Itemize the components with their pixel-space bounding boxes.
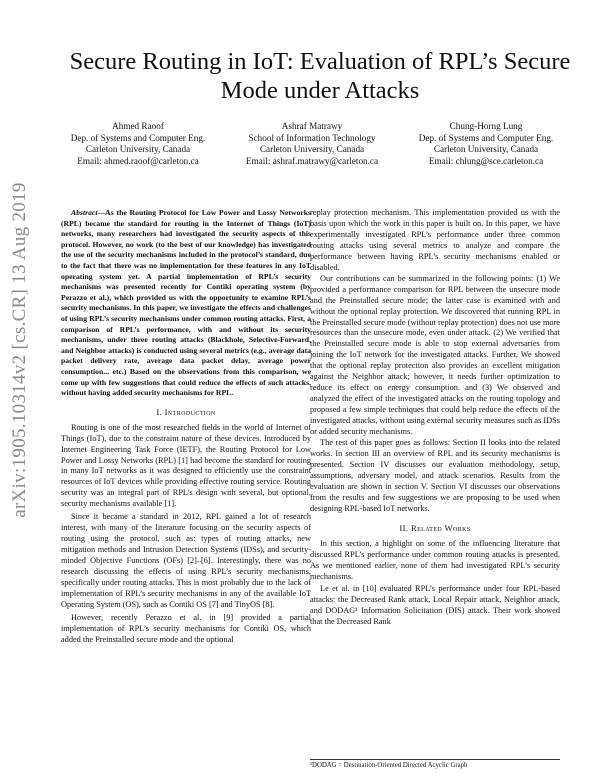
author-affiliation: Carleton University, Canada [259, 144, 365, 155]
author-email: Email: ahmed.raoof@carleton.ca [77, 155, 199, 166]
author-name: Ashraf Matrawy [281, 121, 343, 131]
footnote: ¹DODAG = Destination-Oriented Directed Acyclic Graph [310, 759, 560, 770]
related-paragraph-2: Le et al. in [10] evaluated RPL’s performance under four RPL-based attacks: the Decreased Rank attack, Local Repair attack, Neighbor attack, and DODAG¹ Information Solicitation (DIS) attack. Their work showed that the Decreased Rank [310, 584, 560, 627]
section-heading-introduction: I. Introduction [156, 406, 216, 417]
right-paragraph-0: replay protection mechanism. This implementation provided us with the basis upon which the work in this paper is built on. In this paper, we have experimentally investigated RPL’s performance under three common routing attacks using several metrics to analyze and compare the performance between having RPL’s security mechanisms enabled or disabled. [310, 208, 560, 272]
paper-title: Secure Routing in IoT: Evaluation of RPL’s Secure Mode under Attacks [69, 48, 571, 104]
author-name: Ahmed Raoof [112, 121, 164, 131]
author-block [52, 121, 572, 167]
author-affiliation: Carleton University, Canada [85, 144, 191, 155]
intro-paragraph-1: Routing is one of the most researched fields in the world of Internet of Things (IoT), due to the constraint nature of these devices. Introduced by Internet Engineering Task Force (IETF), the Routing Protocol for Low Power and Lossy Networks (RPL) [1] had become the standard for routing in many IoT networks as it was designed to efficiently use the constraint resources of IoT devices while providing effective routing service. Routing security was an integral part of RPL’s design with several, but optional, security mechanisms available [1]. [61, 422, 311, 509]
author-1 [52, 121, 224, 167]
abstract [61, 208, 311, 399]
abstract-text: —As the Routing Protocol for Low Power and Lossy Networks (RPL) became the standard for routing in the Internet of Things (IoT) networks, many researchers had investigated the security aspects of this protocol. However, no work (to the best of our knowledge) has investigated the use of the security mechanisms included in the protocol’s standard, due to the fact that there was no implementation for these features in any IoT operating system yet. A partial implementation of RPL’s security mechanisms was presented recently for Contiki operating system (by Perazzo et al.), which provided us with the opportunity to examine RPL’s security mechanisms. In this paper, we investigate the effects and challenges of using RPL’s security mechanisms under common routing attacks. First, a comparison of RPL’s performance, with and without its security mechanisms, under three routing attacks (Blackhole, Selective-Forward, and Neighbor attacks) is conducted using several metrics (e.g., average data packet delivery rate, average data packet delay, average power consumption... etc.) Based on the observations from this comparison, we come up with few suggestions that could reduce the effects of such attacks, without having added security mechanisms for RPL. [61, 208, 311, 398]
arxiv-stamp: arXiv:1905.10314v2 [cs.CR] 13 Aug 2019 [9, 182, 30, 518]
abstract-lead: Abstract [71, 208, 98, 217]
related-paragraph-1: In this section, a highlight on some of the influencing literature that discussed RPL’s performance under common routing attacks is presented. As we mentioned earlier, none of them had investigated RPL’s security mechanisms. [310, 538, 560, 581]
author-dept: Dep. of Systems and Computer Eng. [418, 132, 554, 143]
author-3 [400, 121, 572, 167]
section-heading-related-works: II. Related Works [399, 522, 471, 533]
author-2 [226, 121, 398, 167]
author-affiliation: Carleton University, Canada [433, 144, 539, 155]
intro-paragraph-3: However, recently Perazzo et al. in [9] provided a partial implementation of RPL’s security mechanisms for Contiki OS, which added the Preinstalled secure mode and the optional [61, 612, 311, 644]
author-dept: Dep. of Systems and Computer Eng. [70, 132, 206, 143]
author-dept: School of Information Technology [248, 132, 376, 143]
outline-paragraph: The rest of this paper goes as follows: Section II looks into the related works. In section III an overview of RPL and its security mechanisms is presented. Section IV discusses our evaluation methodology, setup, assumptions, adversary model, and attack scenarios. Results from the evaluation are shown in section V. Section VI discusses our observations from the results and few suggestions we are proposing to be used when designing RPL-based IoT networks. [310, 438, 560, 513]
author-name: Chung-Horng Lung [449, 121, 523, 131]
left-column [61, 208, 311, 646]
contributions-paragraph: Our contributions can be summarized in the following points: (1) We provided a performance comparison for RPL between the unsecure mode and the Preinstalled secure mode; the latter case is examined with and without the optional replay protection. We discovered that running RPL in the Preinstalled secure mode (without replay protection) does not use more resources than the unsecure mode, even under attack. (2) We verified that the Preinstalled secure mode is able to stop external adversaries from joining the IoT network for the investigated attacks. Further, We showed that the optional replay protection also provides an excellent mitigation against the Neighbor attack; however, it needs further optimization to reduce its effect on energy consumption. and (3) We observed and analyzed the effect of the investigated attacks on the routing topology and proposed a few simple techniques that could help reduce the effects of the investigated attacks, without using external security measures such as IDSs or added security mechanisms. [310, 273, 560, 437]
author-email: Email: chlung@sce.carleton.ca [428, 155, 544, 166]
right-column [310, 208, 560, 628]
intro-paragraph-2: Since it became a standard in 2012, RPL gained a lot of research interest, with many of the literature focusing on the security aspects of routing using the protocol, such as: types of routing attacks, new mitigation methods and Intrusion Detection Systems (IDSs), and security-minded Objective Functions (OFs) [2]–[6]. Interestingly, there was no research discussing the effects of using RPL’s security mechanisms, specifically under routing attacks. This is most probably due to the lack of implementation of RPL’s security mechanisms in any of the available IoT Operating System (OS), such as Contiki OS [7] and TinyOS [8]. [61, 512, 311, 609]
author-email: Email: ashraf.matrawy@carleton.ca [245, 155, 379, 166]
